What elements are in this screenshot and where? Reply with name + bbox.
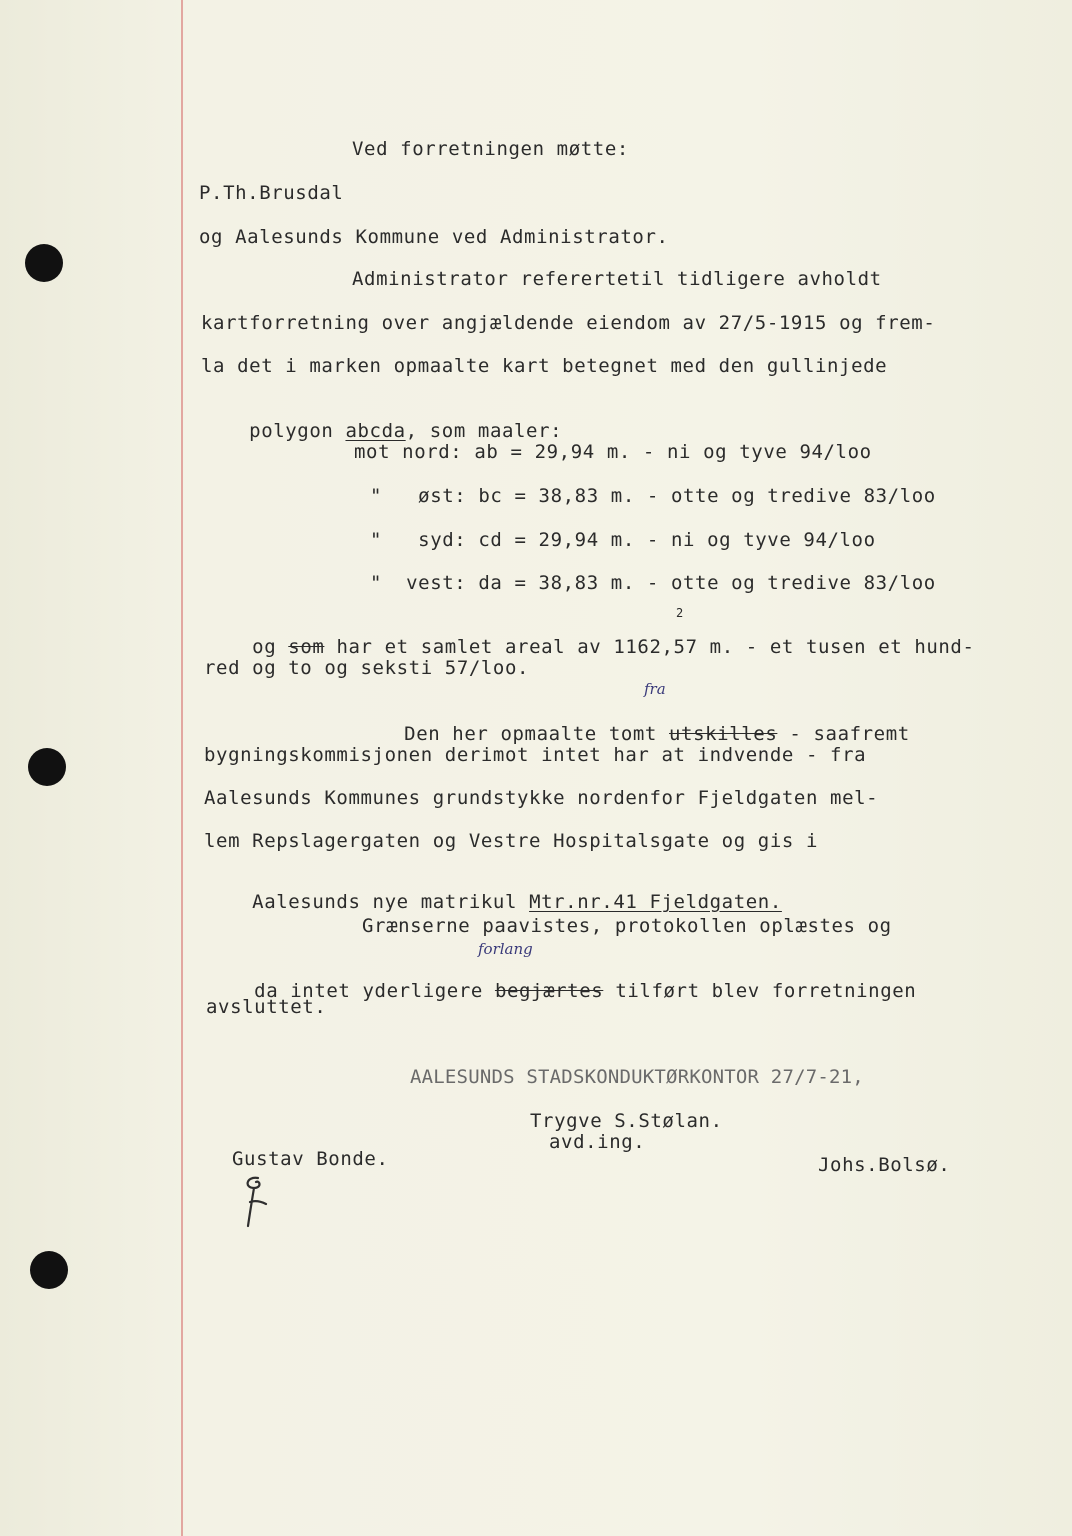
office-stamp-line: AALESUNDS STADSKONDUKTØRKONTOR 27/7-21, bbox=[410, 1066, 864, 1088]
handwritten-fra: fra bbox=[644, 680, 666, 698]
text-line-21: avsluttet. bbox=[206, 996, 327, 1018]
red-margin-line bbox=[181, 0, 183, 1536]
struck-utskilles: utskilles bbox=[669, 723, 778, 745]
underlined-matrikul: Mtr.nr.41 Fjeldgaten. bbox=[529, 891, 782, 913]
handwritten-initial-mark bbox=[236, 1172, 276, 1232]
handwritten-forlang: forlang bbox=[478, 940, 533, 958]
signature-title: avd.ing. bbox=[549, 1131, 646, 1153]
signature-left: Gustav Bonde. bbox=[232, 1148, 389, 1170]
text-line-17: lem Repslagergaten og Vestre Hospitalsgate og gis i bbox=[204, 830, 818, 852]
measure-syd: " syd: cd = 29,94 m. - ni og tyve 94/loo bbox=[370, 529, 876, 551]
text-line-12-start: og bbox=[252, 636, 289, 658]
text-line-12-end: har et samlet areal av 1162,57 m. - et tusen et hund- bbox=[324, 636, 975, 658]
struck-begjaertes: begjærtes bbox=[494, 980, 604, 1002]
text-line-5: kartforretning over angjældende eiendom av 27/5-1915 og frem- bbox=[201, 312, 936, 334]
text-line-15: bygningskommisjonen derimot intet har at indvende - fra bbox=[204, 744, 867, 766]
text-line-3: og Aalesunds Kommune ved Administrator. bbox=[199, 226, 669, 248]
text-line-13: red og to og seksti 57/loo. bbox=[204, 657, 530, 679]
text-line-20-start: da intet yderligere bbox=[254, 980, 495, 1002]
text-line-4: Administrator referertetil tidligere avholdt bbox=[352, 268, 882, 290]
struck-som: som bbox=[288, 636, 325, 658]
text-line-6: la det i marken opmaalte kart betegnet med den gullinjede bbox=[201, 355, 888, 377]
text-line-2: P.Th.Brusdal bbox=[199, 182, 344, 204]
text-line-16: Aalesunds Kommunes grundstykke nordenfor Fjeldgaten mel- bbox=[204, 787, 879, 809]
superscript-2: 2 bbox=[676, 606, 684, 620]
punch-hole-top bbox=[25, 244, 63, 282]
text-line-18-start: Aalesunds nye matrikul bbox=[252, 891, 530, 913]
text-line-20-end: tilført blev forretningen bbox=[603, 980, 917, 1002]
text-line-1: Ved forretningen møtte: bbox=[352, 138, 629, 160]
punch-hole-middle bbox=[28, 748, 66, 786]
measure-ost: " øst: bc = 38,83 m. - otte og tredive 83/loo bbox=[370, 485, 936, 507]
underlined-abcda: abcda bbox=[345, 420, 406, 442]
text-line-14-end: - saafremt bbox=[777, 723, 910, 745]
signature-right: Johs.Bolsø. bbox=[818, 1154, 951, 1176]
text-line-19: Grænserne paavistes, protokollen oplæstes og bbox=[362, 915, 892, 937]
signature-name: Trygve S.Stølan. bbox=[530, 1110, 723, 1132]
text-line-7-end: , som maaler: bbox=[405, 420, 563, 442]
measure-vest: " vest: da = 38,83 m. - otte og tredive 83/loo bbox=[370, 572, 936, 594]
measure-nord: mot nord: ab = 29,94 m. - ni og tyve 94/loo bbox=[354, 441, 872, 463]
text-line-14-start: Den her opmaalte tomt bbox=[404, 723, 670, 745]
punch-hole-bottom bbox=[30, 1251, 68, 1289]
text-line-7-start: polygon bbox=[249, 420, 346, 442]
